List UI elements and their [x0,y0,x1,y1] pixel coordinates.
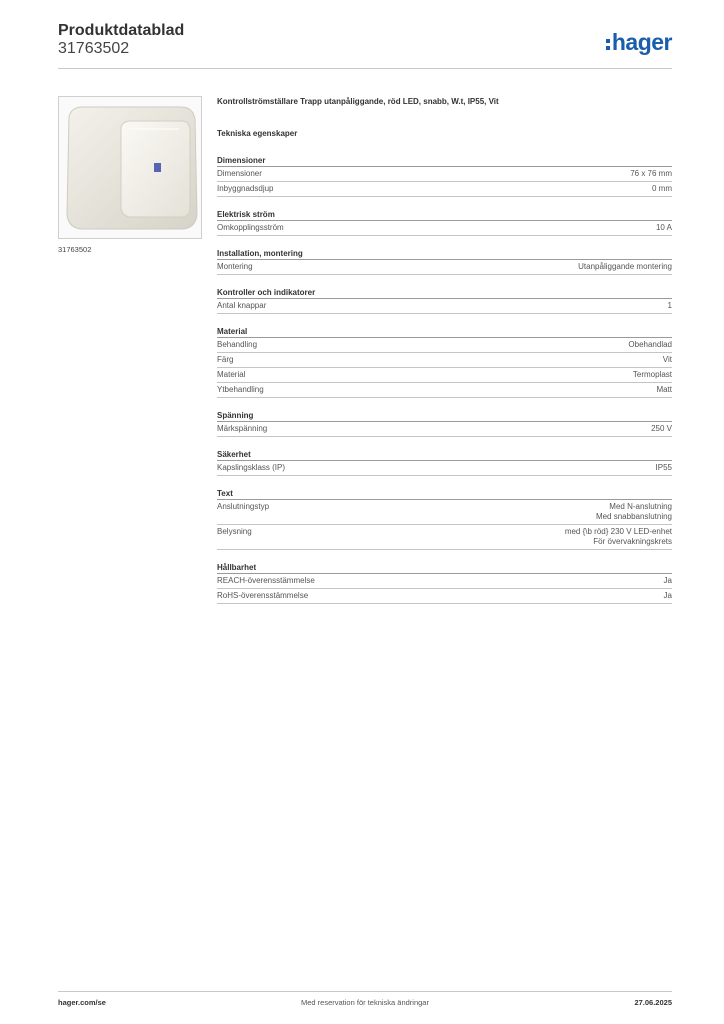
spec-value [578,262,672,272]
spec-value-line: Med snabbanslutning [595,512,672,521]
spec-value-line: IP55 [655,463,672,472]
spec-label: Inbyggnadsdjup [217,184,274,193]
section-title: Säkerhet [217,447,672,461]
spec-row [217,574,672,589]
spec-value-line: Ja [663,576,672,585]
spec-value-line: 1 [667,301,672,310]
product-image [58,96,202,239]
spec-label: Belysning [217,527,252,536]
section-title: Elektrisk ström [217,207,672,221]
spec-row [217,589,672,604]
spec-label: Ytbehandling [217,385,264,394]
spec-value [656,223,672,233]
section-gap [217,398,672,408]
tech-heading: Tekniska egenskaper [217,129,298,138]
section-title: Kontroller och indikatorer [217,285,672,299]
section-gap [217,476,672,486]
spec-value [656,463,672,473]
section-gap [217,236,672,246]
spec-row [217,383,672,398]
spec-label: Montering [217,262,253,271]
spec-label: Färg [217,355,234,364]
spec-value-line: Matt [656,385,672,394]
section-title: Text [217,486,672,500]
footer-website: hager.com/se [58,998,106,1007]
spec-sections [217,153,672,604]
spec-value [656,385,672,395]
section-title: Dimensioner [217,153,672,167]
spec-row [217,182,672,197]
header-divider [58,68,672,69]
footer-divider [58,991,672,992]
spec-value [664,591,672,601]
spec-value [651,424,672,434]
spec-label: Antal knappar [217,301,267,310]
spec-value [663,355,672,365]
image-caption: 31763502 [58,245,92,254]
spec-row [217,167,672,182]
spec-row [217,500,672,525]
spec-row [217,338,672,353]
spec-label: Behandling [217,340,258,349]
spec-label: Kapslingsklass (IP) [217,463,286,472]
spec-label: RoHS-överensstämmelse [217,591,309,600]
hager-logo [606,28,672,56]
spec-row [217,260,672,275]
section-gap [217,275,672,285]
spec-value-line: Utanpåliggande montering [578,262,672,271]
spec-value-line: 250 V [651,424,672,433]
spec-row [217,461,672,476]
spec-row [217,368,672,383]
section-gap [217,314,672,324]
spec-value-line: 10 A [655,223,672,232]
spec-value [664,576,672,586]
spec-value-line: Med N-anslutning [609,502,672,511]
spec-value [630,169,672,179]
spec-row [217,422,672,437]
product-number: 31763502 [58,40,130,57]
section-title: Installation, montering [217,246,672,260]
footer-date: 27.06.2025 [634,998,672,1007]
spec-row [217,221,672,236]
spec-value [596,502,672,522]
spec-value-line: med {\b röd} 230 V LED-enhet [564,527,672,536]
spec-value [633,370,672,380]
section-title: Hållbarhet [217,560,672,574]
spec-value-line: För övervakningskrets [593,537,672,546]
section-gap [217,197,672,207]
logo-text: hager [611,28,672,55]
section-title: Spänning [217,408,672,422]
section-gap [217,550,672,560]
spec-label: Märkspänning [217,424,268,433]
page-title: Produktdatablad [58,22,185,39]
spec-label: REACH-överensstämmelse [217,576,315,585]
spec-label: Dimensioner [217,169,262,178]
spec-row [217,353,672,368]
product-description: Kontrollströmställare Trapp utanpåliggande, röd LED, snabb, W.t, IP55, Vit [217,97,499,106]
spec-value-line: 76 x 76 mm [630,169,672,178]
spec-value-line: Obehandlad [628,340,672,349]
spec-value [668,301,672,311]
spec-value-line: Ja [663,591,672,600]
spec-value-line: 0 mm [652,184,672,193]
logo-dots-icon [606,39,610,50]
section-title: Material [217,324,672,338]
spec-value [565,527,672,547]
footer-disclaimer: Med reservation för tekniska ändringar [301,998,429,1007]
spec-value-line: Termoplast [632,370,672,379]
spec-value-line: Vit [662,355,672,364]
spec-value [652,184,672,194]
spec-row [217,299,672,314]
section-gap [217,437,672,447]
spec-value [628,340,672,350]
switch-product-icon [59,97,202,239]
spec-row [217,525,672,550]
spec-label: Omkopplingsström [217,223,284,232]
spec-label: Anslutningstyp [217,502,270,511]
spec-content [217,97,672,604]
page-header [58,22,672,70]
spec-label: Material [217,370,246,379]
